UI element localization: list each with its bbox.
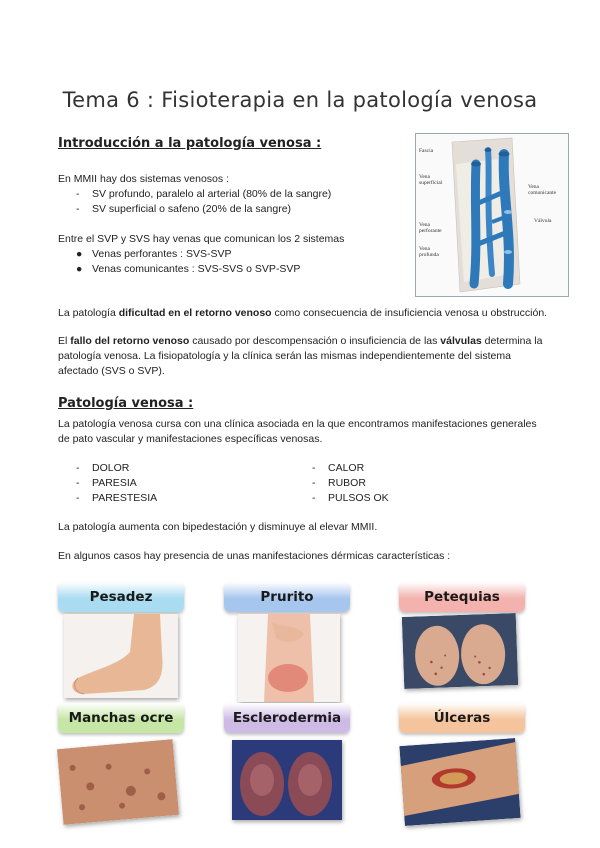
- patologia-paragraph-2: La patología aumenta con bipedestación y disminuye al elevar MMII.: [58, 521, 378, 533]
- tag-manchas-ocre: Manchas ocre: [58, 703, 184, 733]
- intro-paragraph-3: La patología dificultad en el retorno venoso como consecuencia de insuficiencia venosa u obstrucción.: [58, 307, 548, 319]
- photo-esclerodermia: [232, 740, 342, 820]
- label-fascia: Fascia: [419, 148, 434, 154]
- tag-prurito: Prurito: [224, 582, 350, 612]
- bullet-icon: ●: [76, 248, 83, 260]
- tag-ulceras: Úlceras: [399, 703, 525, 733]
- dash-item-text: SV superficial o safeno (20% de la sangre): [92, 203, 292, 215]
- symptom-right-2: - RUBOR: [312, 477, 366, 489]
- tag-pesadez: Pesadez: [58, 582, 184, 612]
- symptom-left-2: - PARESIA: [76, 477, 137, 489]
- dash-item-2: - SV superficial o safeno (20% de la sangre): [76, 203, 292, 215]
- bullet-icon: ●: [76, 263, 83, 275]
- photo-manchas-ocre: [57, 739, 179, 825]
- dash-item-1: - SV profundo, paralelo al arterial (80% de la sangre): [76, 188, 332, 200]
- symptom-right-3: - PULSOS OK: [312, 492, 389, 504]
- intro-paragraph-4: El fallo del retorno venoso causado por descompensación o insuficiencia de las válvulas determina la patología venosa. La fisiopatología y la clínica serán las mismas independientemente del sistema afectado (SVS o SVP).: [58, 335, 543, 377]
- vein-illustration: [416, 134, 568, 296]
- dash-item-text: SV profundo, paralelo al arterial (80% de la sangre): [92, 188, 332, 200]
- symptom-left-1: - DOLOR: [76, 462, 130, 474]
- intro-paragraph-2: Entre el SVP y SVS hay venas que comunican los 2 sistemas: [58, 233, 345, 245]
- label-vena-comunicante: Vena comunicante: [528, 184, 557, 196]
- page-title: Tema 6 : Fisioterapia en la patología venosa: [62, 88, 538, 112]
- photo-petequias: [402, 613, 518, 689]
- patologia-paragraph-1: La patología venosa cursa con una clínica asociada en la que encontramos manifestaciones generales de pato vascular y manifestaciones específicas venosas.: [58, 418, 537, 445]
- photo-pesadez: [64, 614, 178, 698]
- label-valvula: Válvula: [534, 218, 552, 224]
- photo-prurito: [238, 614, 340, 702]
- symptom-right-1: - CALOR: [312, 462, 365, 474]
- patologia-heading: Patología venosa :: [58, 396, 194, 411]
- label-vena-superficial: Vena superficial: [419, 174, 443, 186]
- intro-heading: Introducción a la patología venosa :: [58, 136, 322, 151]
- patologia-paragraph-3: En algunos casos hay presencia de unas manifestaciones dérmicas características :: [58, 550, 451, 562]
- label-vena-perforante: Vena perforante: [419, 222, 442, 234]
- venous-system-diagram: [415, 133, 569, 297]
- label-vena-profunda: Vena profunda: [419, 246, 439, 258]
- symptom-left-3: - PARESTESIA: [76, 492, 158, 504]
- photo-ulceras: [399, 738, 520, 826]
- intro-paragraph-1: En MMII hay dos sistemas venosos :: [58, 173, 229, 185]
- bullet-item-2: ● Venas comunicantes : SVS-SVS o SVP-SVP: [76, 263, 301, 275]
- tag-petequias: Petequias: [399, 582, 525, 612]
- tag-esclerodermia: Esclerodermia: [224, 703, 350, 733]
- bullet-item-1: ● Venas perforantes : SVS-SVP: [76, 248, 232, 260]
